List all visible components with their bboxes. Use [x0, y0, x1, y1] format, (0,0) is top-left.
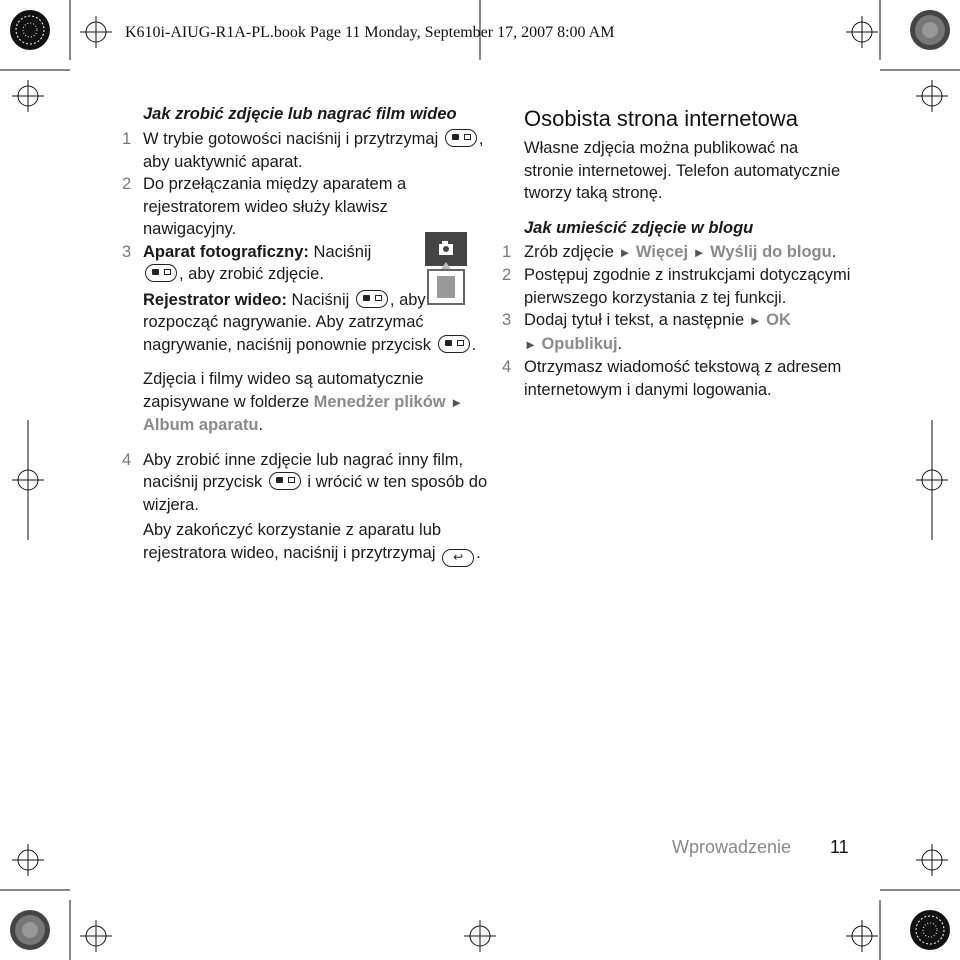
camera-video-key-icon	[269, 472, 301, 490]
registration-mark-bottom-left	[80, 920, 112, 952]
arrow-right-icon: ►	[748, 313, 762, 328]
step-text: Naciśnij	[286, 290, 350, 309]
blog-step-1	[502, 241, 852, 265]
blog-step-2	[502, 264, 852, 309]
step-text: , aby rozpocząć nagrywanie.	[143, 290, 426, 331]
step-text: Naciśnij	[308, 242, 372, 261]
step-text: i wrócić w ten sposób do wizjera.	[143, 473, 488, 514]
step-text: , aby zrobić zdjęcie.	[179, 265, 324, 283]
step-text: Aby zrobić inne zdjęcie lub nagrać inny film, naciśnij przycisk	[143, 450, 464, 491]
step-number: 4	[502, 358, 512, 376]
menu-path-camera-album: Album aparatu	[143, 416, 259, 434]
arrow-right-icon: ►	[692, 244, 706, 260]
back-key-icon: ↩	[442, 549, 474, 567]
step-text: Zrób zdjęcie	[524, 242, 619, 261]
step-number: 2	[502, 266, 512, 284]
arrow-right-icon: ►	[618, 244, 632, 260]
left-column	[122, 105, 492, 567]
menu-path-publish: Opublikuj	[536, 334, 618, 353]
registration-mark-top-right	[846, 16, 878, 48]
arrow-right-icon: ►	[450, 394, 464, 410]
registration-mark-right-upper	[916, 80, 948, 112]
step-text: Dodaj tytuł i tekst, a następnie	[524, 311, 749, 329]
starburst-top-left	[10, 10, 50, 50]
step-text: .	[617, 334, 623, 353]
print-header: K610i-AIUG-R1A-PL.book Page 11 Monday, September 17, 2007 8:00 AM	[125, 24, 615, 41]
step-text: .	[471, 335, 477, 354]
registration-mark-right-lower	[916, 844, 948, 876]
step-label: Rejestrator wideo:	[143, 290, 287, 309]
step-number: 1	[122, 130, 132, 148]
step-4	[122, 449, 492, 567]
right-column	[502, 105, 852, 401]
starburst-bottom-right	[910, 910, 950, 950]
step-text: .	[831, 242, 837, 261]
arrow-right-icon: ►	[524, 336, 537, 352]
step-label: Aparat fotograficzny:	[143, 242, 309, 261]
step-text: Do przełączania między aparatem a rejestratorem wideo służy klawisz nawigacyjny.	[143, 175, 407, 238]
blog-step-3	[502, 309, 852, 356]
registration-mark-right-middle	[916, 420, 948, 540]
registration-mark-bottom-right	[846, 920, 878, 952]
registration-mark-bottom-center	[464, 920, 496, 952]
starburst-bottom-left	[10, 910, 50, 950]
menu-path-more: Więcej	[631, 242, 693, 261]
camera-video-key-icon	[445, 129, 477, 147]
note-text: .	[258, 416, 264, 434]
camera-video-key-icon	[356, 290, 388, 308]
step-number: 2	[122, 175, 132, 193]
section-title: Osobista strona internetowa	[524, 106, 798, 131]
menu-path-file-manager: Menedżer plików	[313, 392, 446, 411]
menu-path-send-to-blog: Wyślij do blogu	[705, 242, 832, 261]
registration-mark-left-lower	[12, 844, 44, 876]
camera-video-key-icon	[438, 335, 470, 353]
camera-video-key-icon	[145, 264, 177, 282]
subheading-take-photo: Jak zrobić zdjęcie lub nagrać film wideo	[143, 105, 457, 123]
menu-path-ok: OK	[761, 311, 791, 329]
step-text: Otrzymasz wiadomość tekstową z adresem internetowym i danymi logowania.	[524, 358, 842, 399]
step-text: .	[476, 543, 481, 562]
registration-mark-top-left	[80, 16, 112, 48]
step-1	[122, 128, 492, 173]
footer-section-name: Wprowadzenie	[672, 837, 792, 857]
step-text: , aby uaktywnić aparat.	[143, 130, 484, 171]
note	[143, 368, 492, 437]
step-number: 3	[122, 242, 132, 261]
step-text: W trybie gotowości naciśnij i przytrzymaj	[143, 130, 439, 148]
step-number: 4	[122, 450, 132, 469]
note-text: Zdjęcia i filmy wideo są automatycznie zapisywane w folderze	[143, 370, 424, 411]
step-2	[122, 173, 413, 241]
step-text: Aby zatrzymać nagrywanie, naciśnij ponownie przycisk	[143, 313, 431, 354]
intro-text: Własne zdjęcia można publikować na stronie internetowej. Telefon automatycznie tworzy taką stronę.	[524, 139, 841, 202]
step-text: Aby zakończyć korzystanie z aparatu lub rejestratora wideo, naciśnij i przytrzymaj	[143, 521, 442, 562]
step-text: Postępuj zgodnie z instrukcjami dotyczącymi pierwszego korzystania z tej funkcji.	[524, 266, 851, 307]
registration-mark-left-upper	[12, 80, 44, 112]
step-number: 3	[502, 311, 512, 329]
registration-mark-left-middle	[12, 420, 44, 540]
page-number: 11	[830, 837, 849, 857]
starburst-top-right	[910, 10, 950, 50]
subheading-blog: Jak umieścić zdjęcie w blogu	[524, 218, 754, 237]
step-number: 1	[502, 242, 512, 261]
step-3	[122, 241, 492, 437]
blog-step-4	[502, 356, 852, 401]
